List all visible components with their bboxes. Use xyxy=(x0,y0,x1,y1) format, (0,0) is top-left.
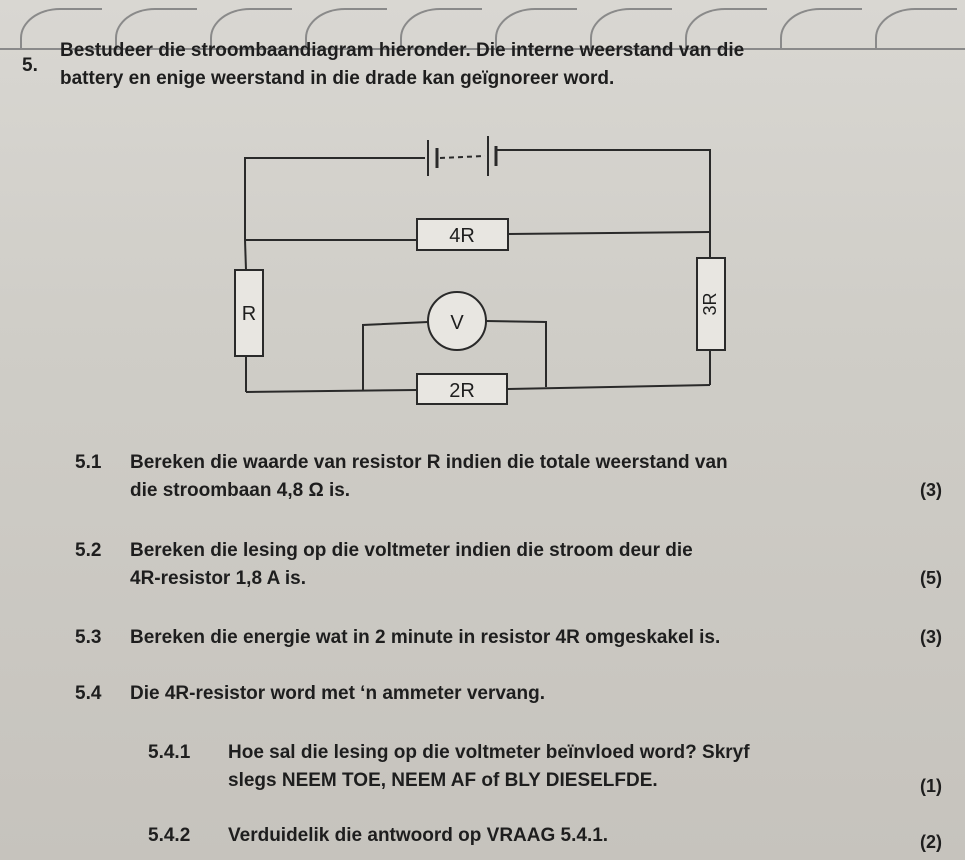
subquestion-5-2-line2: 4R-resistor 1,8 A is. xyxy=(130,568,307,589)
resistor-4r-label: 4R xyxy=(449,225,475,247)
subquestion-5-1-marks: (3) xyxy=(920,480,942,500)
resistor-r-label: R xyxy=(241,303,257,325)
subquestion-5-4-1-line2: slegs NEEM TOE, NEEM AF of BLY DIESELFDE. xyxy=(228,770,658,791)
subquestion-5-4-1-number: 5.4.1 xyxy=(148,742,191,763)
subquestion-5-4-number: 5.4 xyxy=(75,683,102,704)
wire xyxy=(245,158,425,240)
subquestion-5-4-2-line1: Verduidelik die antwoord op VRAAG 5.4.1. xyxy=(228,825,609,846)
subquestion-5-2-number: 5.2 xyxy=(75,540,102,561)
subquestion-5-1-line2: die stroombaan 4,8 Ω is. xyxy=(130,480,351,501)
subquestion-5-4-2-number: 5.4.2 xyxy=(148,825,191,846)
voltmeter-label: V xyxy=(450,312,464,334)
wire xyxy=(508,232,710,234)
resistor-2r-label: 2R xyxy=(449,380,475,402)
resistor-3r-label: 3R xyxy=(699,292,720,316)
wire xyxy=(245,240,246,270)
wire xyxy=(495,150,710,232)
subquestion-5-4-2-marks: (2) xyxy=(920,832,942,852)
subquestion-5-1-line1: Bereken die waarde van resistor R indien die totale weerstand van xyxy=(130,452,728,473)
subquestion-5-3-line1: Bereken die energie wat in 2 minute in resistor 4R omgeskakel is. xyxy=(130,627,721,648)
subquestion-5-4-line1: Die 4R-resistor word met ‘n ammeter vervang. xyxy=(130,683,545,704)
subquestion-5-3-marks: (3) xyxy=(920,627,942,647)
subquestion-5-2-marks: (5) xyxy=(920,568,942,588)
wire xyxy=(507,385,710,389)
wire xyxy=(246,390,417,392)
subquestion-5-1-number: 5.1 xyxy=(75,452,102,473)
subquestion-5-2-line1: Bereken die lesing op die voltmeter indien die stroom deur die xyxy=(130,540,693,561)
subquestion-5-4-1-line1: Hoe sal die lesing op die voltmeter beïnvloed word? Skryf xyxy=(228,742,750,763)
subquestion-5-4-1-marks: (1) xyxy=(920,776,942,796)
battery-icon xyxy=(428,136,496,176)
question-intro-line1: Bestudeer die stroombaandiagram hieronder. Die interne weerstand van die xyxy=(60,40,745,61)
question-intro-line2: battery en enige weerstand in die drade kan geïgnoreer word. xyxy=(60,68,615,89)
question-number: 5. xyxy=(22,55,38,76)
subquestion-5-3-number: 5.3 xyxy=(75,627,102,648)
